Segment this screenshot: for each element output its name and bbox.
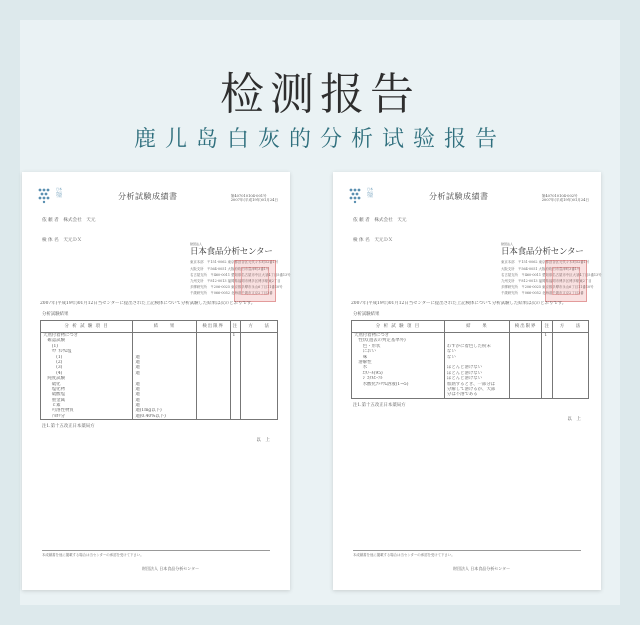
seal-stamp-icon <box>545 260 587 302</box>
table-cell-line: ない <box>446 349 456 355</box>
table-cell-line: 塩化物 <box>43 386 65 392</box>
logo-text: 日本 食品 分析 <box>367 187 374 198</box>
org-name: 日本食品分析センター <box>190 247 273 258</box>
method-column <box>241 333 278 420</box>
footer-divider <box>42 550 270 551</box>
table-cell-line: 可溶性物質 <box>43 408 74 414</box>
org-address-line: 名古屋支所 〒460-0011 愛知県名古屋市中区大須4丁目5番13号 <box>501 272 602 277</box>
table-cell-line: ﾏｸﾞﾈｼｳﾑ塩 <box>43 349 72 355</box>
results-column <box>444 333 509 399</box>
sample-row: 検 体 名 天元ＤＸ <box>42 238 82 243</box>
doc-title: 分析試験成績書 <box>118 192 178 201</box>
table-cell-line: ほとんど溶けない <box>446 376 483 382</box>
org-address-line: 名古屋支所 〒460-0011 愛知県名古屋市中区大須4丁目5番13号 <box>190 272 291 277</box>
sample-row: 検 体 名 天元ＤＸ <box>353 238 393 243</box>
table-cell-line: 水 <box>354 365 368 371</box>
table-cell-line: 純度試験 <box>43 376 65 382</box>
table-cell-line: (3) <box>43 365 63 371</box>
table-cell-line: ヒ素 <box>43 403 61 409</box>
doc-number: 第407010104-001号 2007年(平成19年)01月24日 <box>230 194 278 203</box>
table-cell-line: 適 <box>135 403 140 409</box>
table-cell-line: 重金属 <box>43 397 65 403</box>
table-cell-line: (4) <box>43 370 63 376</box>
end-mark: 以 上 <box>567 417 581 422</box>
table-cell-line: 色・形状 <box>354 343 381 349</box>
table-cell-line: 適(1mg以下) <box>135 408 162 414</box>
notes-text: 注1.第十五改正日本薬局方 <box>42 424 95 429</box>
footer-divider <box>353 550 581 551</box>
note-column: 1 <box>542 333 553 399</box>
org-address-line: 千歳研究所 〒066-0052 北海道千歳市文京2丁目3番 <box>501 291 584 296</box>
table-cell-line: 天然付着物につき <box>43 333 79 338</box>
table-cell-line: (2) <box>43 359 63 365</box>
table-cell-line: 適 <box>135 386 140 392</box>
results-table <box>40 320 278 420</box>
seal-stamp-icon <box>234 260 276 302</box>
logo-text: 日本 食品 分析 <box>56 187 63 198</box>
method-column <box>553 333 589 399</box>
org-block: 財団法人 日本食品分析センター 東京本部 〒151-0062 東京都渋谷区元代々木町52番1号 大阪支所 〒564-0051 大阪府吹田市豊津町3番1号 名古屋支所 〒460-0011 愛知県名古屋市中区大須4丁目5番13号 九州支所 〒812-0013 福岡県福岡市博多区博多駅東2丁目 多摩研究所 〒206-0025 東京都多摩市永山6丁目11番10号 千歳研究所 〒066-0052 北海道千歳市文京2丁目3番 <box>190 242 291 296</box>
limit-column <box>509 333 542 399</box>
table-cell-line: 適(0.40%以下) <box>135 413 166 419</box>
table-cell-line: 水酸化ﾅﾄﾘｳﾑ溶液(1→5) <box>354 381 409 387</box>
note-column: 1 <box>230 333 241 420</box>
page-title: 检测报告 <box>220 69 420 120</box>
footer-text: 本成績書を他に掲載する場合は当センターの承認を受けて下さい。 <box>353 553 455 557</box>
report-document-2 <box>333 172 601 590</box>
table-cell-line: 適 <box>135 370 140 376</box>
org-address-line: 大阪支所 〒564-0051 大阪府吹田市豊津町3番1号 <box>190 266 270 271</box>
org-name: 日本食品分析センター <box>501 247 584 258</box>
table-cell-line: ｼﾞｴﾁﾙｴｰﾃﾙ <box>354 376 383 382</box>
table-cell-line: 確認試験 <box>43 338 65 344</box>
client-row: 依 頼 者 株式会社 天元 <box>42 218 96 223</box>
table-cell-line: ほとんど溶けない <box>446 370 483 376</box>
table-cell-line: 適 <box>135 392 140 398</box>
table-cell-line: 加熱するとき、一部分は <box>446 381 496 387</box>
table-cell-line: 硫化 <box>43 381 61 387</box>
org-address-line: 多摩研究所 〒206-0025 東京都多摩市永山6丁目11番10号 <box>501 285 594 290</box>
limit-column <box>196 333 230 420</box>
table-cell-line: 適 <box>135 354 140 360</box>
table-cell-line: 分解して溶けるが、大部 <box>446 386 496 392</box>
table-cell-line: ない <box>446 354 456 360</box>
doc-number: 第407010104-002号 2007年(平成19年)01月24日 <box>541 194 589 203</box>
org-address-line: 大阪支所 〒564-0051 大阪府吹田市豊津町3番1号 <box>501 266 581 271</box>
table-cell-line: 適 <box>135 397 140 403</box>
table-cell-line: 性状(過去の判定基準外) <box>354 338 406 344</box>
table-cell-line: 適 <box>135 359 140 365</box>
intro-text: 2007年(平成19年)01月12日当センターに提出された上記検体について分析試験した結果は次のとおりです。 <box>351 301 567 306</box>
org-block: 財団法人 日本食品分析センター 東京本部 〒151-0062 東京都渋谷区元代々木町52番1号 大阪支所 〒564-0051 大阪府吹田市豊津町3番1号 名古屋支所 〒460-0011 愛知県名古屋市中区大須4丁目5番13号 九州支所 〒812-0013 福岡県福岡市博多区博多駅東2丁目 多摩研究所 〒206-0025 東京都多摩市永山6丁目11番10号 千歳研究所 〒066-0052 北海道千歳市文京2丁目3番 <box>501 242 602 296</box>
table-cell-line: におい <box>354 349 376 355</box>
table-cell-line: ほとんど溶けない <box>446 365 483 371</box>
table-cell-line: 分は不溶である <box>446 392 478 398</box>
end-mark: 以 上 <box>256 438 270 443</box>
table-cell-line: 適 <box>135 381 140 387</box>
table-row <box>41 333 278 420</box>
report-document-1 <box>22 172 290 590</box>
table-cell-line: ｱﾙｶﾘ分 <box>43 413 65 419</box>
table-cell-line: (1) <box>43 354 63 360</box>
doc-title: 分析試験成績書 <box>429 192 489 201</box>
table-cell-line: (1) <box>43 343 59 349</box>
results-table <box>351 320 589 399</box>
section-label: 分析試験結果 <box>353 312 380 317</box>
client-row: 依 頼 者 株式会社 天元 <box>353 218 407 223</box>
page-subtitle: 鹿儿岛白灰的分析试验报告 <box>133 127 506 152</box>
table-header-row: 分 析 試 験 項 目 結 果 検出限界 注 方 法 <box>41 321 278 333</box>
table-cell-line: 溶解性 <box>354 359 372 365</box>
org-address-line: 多摩研究所 〒206-0025 東京都多摩市永山6丁目11番10号 <box>190 285 283 290</box>
table-cell-line: 適 <box>135 365 140 371</box>
table-header-row: 分 析 試 験 項 目 結 果 検出限界 注 方 法 <box>352 321 589 333</box>
results-column <box>133 333 196 420</box>
table-cell-line: ｴﾀﾉｰﾙ(95) <box>354 370 383 376</box>
footer-org: 財団法人 日本食品分析センター <box>453 566 511 571</box>
section-label: 分析試験結果 <box>42 312 69 317</box>
table-cell-line: わずかに着色した粉末 <box>446 343 491 349</box>
table-cell-line: 天然付着物につき <box>354 333 390 338</box>
org-address-line: 東京本部 〒151-0062 東京都渋谷区元代々木町52番1号 <box>501 260 590 265</box>
notes-text: 注1.第十五改正日本薬局方 <box>353 403 406 408</box>
intro-text: 2007年(平成19年)01月12日当センターに提出された上記検体について分析試験した結果は次のとおりです。 <box>40 301 256 306</box>
table-row <box>352 333 589 399</box>
table-cell-line: 味 <box>354 354 368 360</box>
org-address-line: 九州支所 〒812-0013 福岡県福岡市博多区博多駅東2丁目 <box>190 279 281 284</box>
table-cell-line: 硫酸塩 <box>43 392 65 398</box>
footer-org: 財団法人 日本食品分析センター <box>142 566 200 571</box>
org-address-line: 九州支所 〒812-0013 福岡県福岡市博多区博多駅東2丁目 <box>501 279 592 284</box>
items-column <box>352 333 445 399</box>
org-address-line: 千歳研究所 〒066-0052 北海道千歳市文京2丁目3番 <box>190 291 273 296</box>
footer-text: 本成績書を他に掲載する場合は当センターの承認を受けて下さい。 <box>42 553 144 557</box>
items-column <box>41 333 133 420</box>
org-address-line: 東京本部 〒151-0062 東京都渋谷区元代々木町52番1号 <box>190 260 279 265</box>
